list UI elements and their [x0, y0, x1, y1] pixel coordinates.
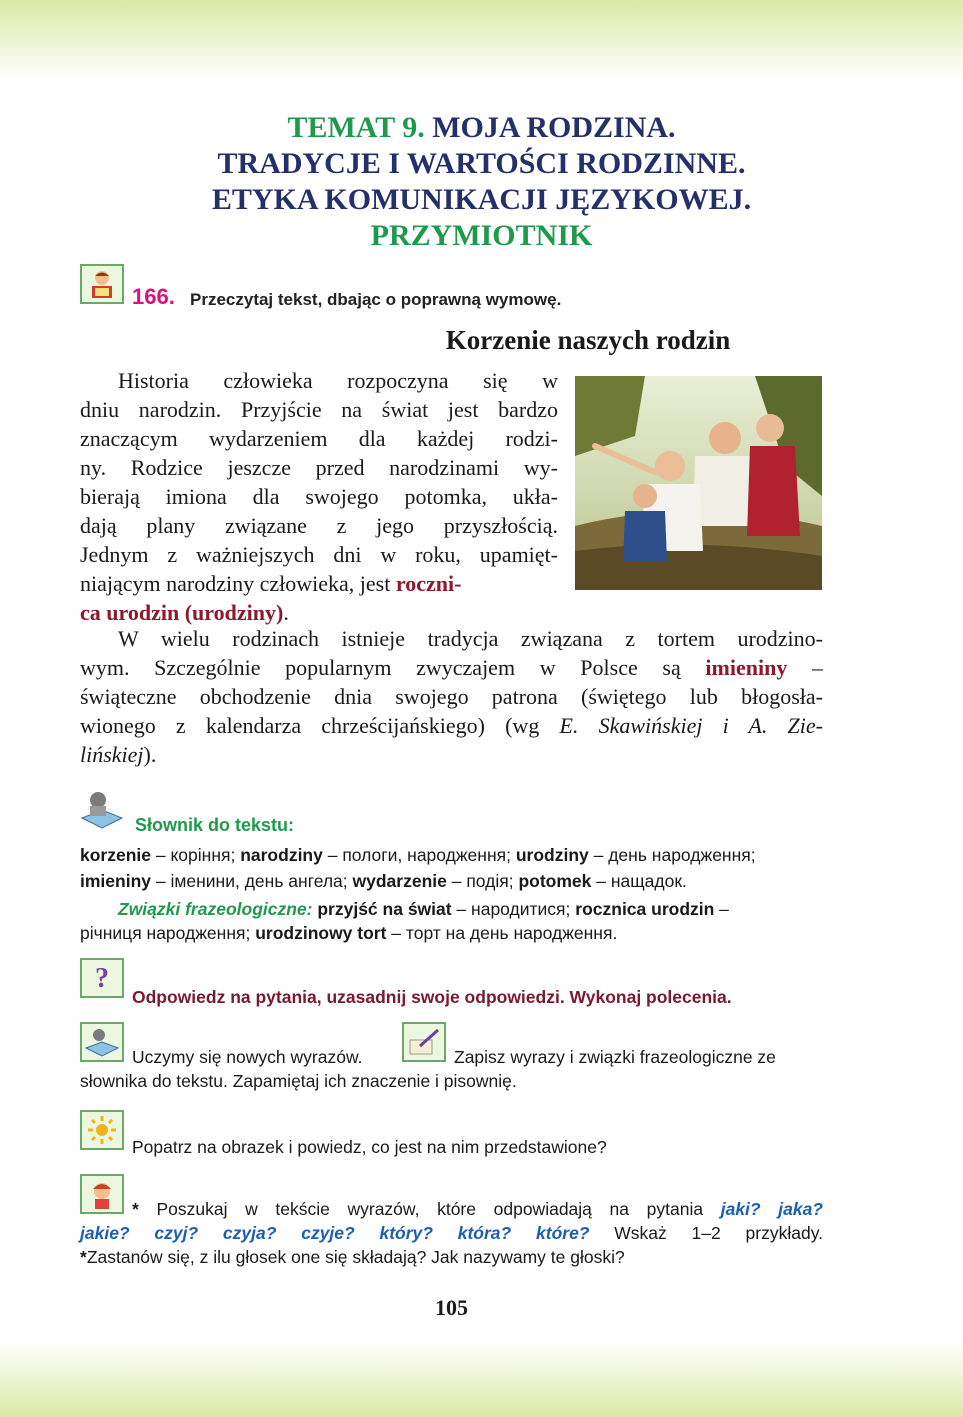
- family-photo: [575, 376, 822, 590]
- task-find-words-line2: [80, 1220, 823, 1246]
- glossary-line-4: [80, 920, 617, 946]
- glossary-run: – коріння;: [151, 845, 241, 865]
- glossary-run: – пологи, народження;: [322, 845, 516, 865]
- p2-line: świąteczne obchodzenie dnia swojego patrona (świętego lub błogosła-: [80, 684, 823, 709]
- glossary-run: річниця народження;: [80, 923, 256, 943]
- p1-line: Historia człowieka rozpoczyna się w: [118, 368, 558, 393]
- title-line2: TRADYCJE I WARTOŚCI RODZINNE.: [217, 147, 746, 180]
- sun-flower-icon: [80, 1110, 124, 1150]
- p2-text: –: [787, 655, 824, 680]
- highlight-rocznica: roczni-: [395, 571, 462, 596]
- task-sounds-text: Zastanów się, z ilu głosek one się składają? Jak nazywamy te głoski?: [86, 1247, 625, 1267]
- story-paragraph-1: [80, 366, 558, 627]
- task-find-words-line1: [132, 1196, 823, 1222]
- glossary-line-2: [80, 868, 687, 894]
- question-icon: [80, 958, 124, 998]
- glossary-run: korzenie: [80, 845, 151, 865]
- writing-hand-icon: [402, 1022, 446, 1062]
- highlight-urodziny: ca urodzin (urodziny): [80, 600, 284, 625]
- story-title-text: Korzenie naszych rodzin: [445, 325, 731, 355]
- p2-line: [80, 740, 823, 769]
- p1-line: bierają imiona dla swojego potomka, ukła-: [80, 484, 558, 509]
- author-names: E. Skawińskiej i A. Zie-: [559, 713, 823, 738]
- svg-text:?: ?: [95, 963, 109, 994]
- reading-boy-icon: [80, 264, 124, 304]
- glossary-run: wydarzenie: [352, 871, 447, 891]
- exercise-instruction: Przeczytaj tekst, dbając o poprawną wymowę.: [190, 290, 562, 309]
- glossary-run: –: [714, 899, 729, 919]
- p2-line: [80, 711, 823, 740]
- title-label: TEMAT 9.: [287, 111, 425, 144]
- glossary-run: – нащадок.: [591, 871, 687, 891]
- phraseology-label: Związki frazeologiczne:: [118, 899, 313, 919]
- task-answer-questions: Odpowiedz na pytania, uzasadnij swoje odpowiedzi. Wykonaj polecenia.: [132, 987, 732, 1007]
- task-find-words-line3: [80, 1244, 625, 1270]
- highlight-imieniny: imieniny: [705, 655, 788, 680]
- thinking-girl-icon: [80, 1174, 124, 1214]
- p2-text: wym. Szczególnie popularnym zwyczajem w Polsce są: [80, 655, 706, 680]
- p2-text: wionego z kalendarza chrześcijańskiego) (wg: [80, 713, 560, 738]
- reading-person-icon: [80, 1022, 124, 1062]
- story-paragraph-2: [80, 624, 823, 769]
- p1-line-last: [80, 569, 558, 598]
- top-band: [0, 0, 963, 80]
- title-line1: MOJA RODZINA.: [432, 111, 676, 144]
- glossary-run: przyjść na świat: [317, 899, 452, 919]
- glossary-run: potomek: [518, 871, 592, 891]
- bottom-band: [0, 1340, 963, 1417]
- glossary-run: imieniny: [80, 871, 151, 891]
- task-write-words-cont: słownika do tekstu. Zapamiętaj ich znaczenie i pisownię.: [80, 1071, 517, 1091]
- star-marker: *: [132, 1199, 139, 1219]
- reading-person-icon: [78, 788, 126, 830]
- title-line3: ETYKA KOMUNIKACJI JĘZYKOWEJ.: [211, 183, 752, 216]
- p1-line: znaczącym wydarzeniem dla każdej rodzi-: [80, 426, 558, 451]
- glossary-heading: Słownik do tekstu:: [135, 815, 295, 835]
- glossary-run: – день народження;: [588, 845, 756, 865]
- p1-line: dniu narodzin. Przyjście na świat jest bardzo: [80, 397, 558, 422]
- task-write-words: Zapisz wyrazy i związki frazeologiczne ze: [454, 1047, 776, 1067]
- glossary-run: narodziny: [240, 845, 323, 865]
- glossary-run: – торт на день народження.: [386, 923, 618, 943]
- glossary-run: – іменини, день ангела;: [151, 871, 353, 891]
- task-look-picture: Popatrz na obrazek i powiedz, co jest na nim przedstawione?: [132, 1137, 607, 1157]
- question-words: jaki? jaka?: [720, 1199, 823, 1219]
- page-number: 105: [435, 1295, 468, 1320]
- p1-line: ny. Rodzice jeszcze przed narodzinami wy-: [80, 455, 558, 480]
- p1-line: dają plany związane z jego przyszłością.: [80, 513, 558, 538]
- glossary-line-3-text: [312, 899, 728, 919]
- glossary-run: – народитися;: [451, 899, 576, 919]
- author-names-end: lińskiej: [80, 742, 144, 767]
- glossary-line-3: [118, 896, 729, 922]
- p2-text: ).: [143, 742, 157, 767]
- page-title: [0, 110, 963, 254]
- p2-line: [80, 653, 823, 682]
- p1-line-end: [80, 598, 558, 627]
- p1-line-text: niającym narodziny człowieka, jest: [80, 571, 396, 596]
- star-marker: *: [80, 1247, 87, 1267]
- task-new-words: Uczymy się nowych wyrazów.: [132, 1047, 363, 1067]
- p2-line: W wielu rodzinach istnieje tradycja związana z tortem urodzino-: [118, 626, 823, 651]
- glossary-run: rocznica urodzin: [575, 899, 715, 919]
- question-words-cont: jakie? czyj? czyja? czyje? który? która? które?: [80, 1223, 590, 1243]
- task-find-words-text: Poszukaj w tekście wyrazów, które odpowiadają na pytania: [138, 1199, 721, 1219]
- p1-end: .: [283, 600, 289, 625]
- p1-line: Jednym z ważniejszych dni w roku, upamięt-: [80, 542, 558, 567]
- glossary-run: urodzinowy tort: [255, 923, 387, 943]
- task-find-words-text: Wskaż 1–2 przykłady.: [589, 1223, 824, 1243]
- glossary-run: – подія;: [446, 871, 519, 891]
- title-line4: PRZYMIOTNIK: [370, 219, 593, 252]
- glossary-line-1: [80, 842, 823, 868]
- exercise-number: 166.: [132, 284, 175, 309]
- story-title: [0, 325, 903, 356]
- glossary-run: urodziny: [515, 845, 589, 865]
